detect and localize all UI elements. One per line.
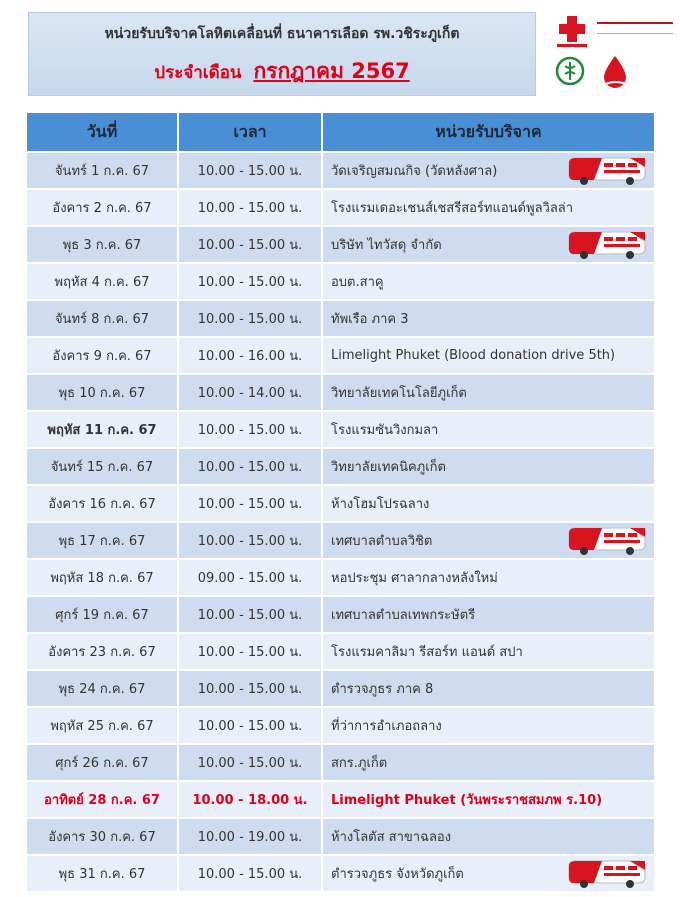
row-unit: หอประชุม ศาลากลางหลังใหม่ — [331, 571, 498, 586]
table-row — [27, 819, 656, 854]
table-row — [27, 597, 656, 632]
table-row — [27, 486, 656, 521]
row-time: 10.00 - 15.00 น. — [179, 856, 321, 891]
row-unit-cell — [323, 782, 654, 817]
row-unit-cell — [323, 523, 654, 558]
row-date: พฤหัส 25 ก.ค. 67 — [27, 708, 177, 743]
row-time: 10.00 - 15.00 น. — [179, 449, 321, 484]
row-unit: วิทยาลัยเทคนิคภูเก็ต — [331, 460, 446, 475]
month-name: กรกฎาคม 2567 — [253, 59, 410, 83]
row-date: อาทิตย์ 28 ก.ค. 67 — [27, 782, 177, 817]
row-unit: ที่ว่าการอำเภอถลาง — [331, 719, 442, 734]
column-header-date: วันที่ — [27, 113, 177, 151]
table-row — [27, 375, 656, 410]
header-banner — [28, 12, 536, 96]
row-time: 10.00 - 15.00 น. — [179, 190, 321, 225]
blood-drop-icon — [600, 54, 630, 90]
mobile-blood-bus-icon — [568, 525, 648, 556]
row-unit: เทศบาลตำบลวิชิต — [331, 534, 433, 549]
row-unit: โรงแรมคาลิมา รีสอร์ท แอนด์ สปา — [331, 645, 523, 660]
month-prefix: ประจำเดือน — [154, 63, 242, 83]
table-row — [27, 671, 656, 706]
mobile-blood-bus-icon — [568, 229, 648, 260]
table-row — [27, 264, 656, 299]
row-date: จันทร์ 15 ก.ค. 67 — [27, 449, 177, 484]
row-date: พฤหัส 4 ก.ค. 67 — [27, 264, 177, 299]
row-date: พุธ 31 ก.ค. 67 — [27, 856, 177, 891]
row-time: 10.00 - 15.00 น. — [179, 745, 321, 780]
row-unit-cell — [323, 375, 654, 410]
row-time: 10.00 - 19.00 น. — [179, 819, 321, 854]
row-time: 10.00 - 15.00 น. — [179, 264, 321, 299]
table-row — [27, 301, 656, 336]
table-row — [27, 856, 656, 891]
red-cross-icon — [555, 14, 589, 48]
row-unit-cell — [323, 449, 654, 484]
row-date: อังคาร 2 ก.ค. 67 — [27, 190, 177, 225]
row-time: 10.00 - 16.00 น. — [179, 338, 321, 373]
row-time: 10.00 - 15.00 น. — [179, 671, 321, 706]
table-row — [27, 190, 656, 225]
row-date: อังคาร 16 ก.ค. 67 — [27, 486, 177, 521]
row-time: 10.00 - 14.00 น. — [179, 375, 321, 410]
row-date: ศุกร์ 26 ก.ค. 67 — [27, 745, 177, 780]
row-time: 10.00 - 15.00 น. — [179, 523, 321, 558]
row-date: อังคาร 23 ก.ค. 67 — [27, 634, 177, 669]
row-unit-cell — [323, 708, 654, 743]
mobile-blood-bus-icon — [568, 155, 648, 186]
table-row — [27, 153, 656, 188]
table-header-row — [27, 113, 656, 151]
donation-schedule-table — [27, 113, 656, 893]
table-row — [27, 227, 656, 262]
row-date: พฤหัส 18 ก.ค. 67 — [27, 560, 177, 595]
table-body — [27, 153, 656, 891]
row-time: 09.00 - 15.00 น. — [179, 560, 321, 595]
row-unit-cell — [323, 264, 654, 299]
mobile-blood-bus-icon — [568, 858, 648, 889]
row-time: 10.00 - 15.00 น. — [179, 634, 321, 669]
table-row — [27, 708, 656, 743]
row-unit-cell — [323, 227, 654, 262]
table-row — [27, 523, 656, 558]
row-unit: Limelight Phuket (วันพระราชสมภพ ร.10) — [331, 793, 603, 808]
row-unit-cell — [323, 301, 654, 336]
month-heading — [29, 55, 535, 88]
row-unit-cell — [323, 338, 654, 373]
row-date: จันทร์ 1 ก.ค. 67 — [27, 153, 177, 188]
row-date: พุธ 24 ก.ค. 67 — [27, 671, 177, 706]
table-row — [27, 745, 656, 780]
row-unit: ตำรวจภูธร จังหวัดภูเก็ต — [331, 867, 464, 882]
row-unit: วัดเจริญสมณกิจ (วัดหลังศาล) — [331, 164, 498, 179]
row-time: 10.00 - 15.00 น. — [179, 153, 321, 188]
logo-group — [545, 12, 675, 96]
row-date: พุธ 10 ก.ค. 67 — [27, 375, 177, 410]
row-time: 10.00 - 18.00 น. — [179, 782, 321, 817]
ministry-of-public-health-icon — [555, 56, 585, 86]
row-unit: วิทยาลัยเทคโนโลยีภูเก็ต — [331, 386, 467, 401]
row-unit: บริษัท ไทวัสดุ จำกัด — [331, 238, 442, 253]
row-unit: ห้างโลตัส สาขาฉลอง — [331, 830, 452, 845]
row-unit-cell — [323, 671, 654, 706]
row-unit: สกร.ภูเก็ต — [331, 756, 388, 771]
row-time: 10.00 - 15.00 น. — [179, 301, 321, 336]
table-row — [27, 449, 656, 484]
row-unit-cell — [323, 597, 654, 632]
row-date: ศุกร์ 19 ก.ค. 67 — [27, 597, 177, 632]
row-date: พฤหัส 11 ก.ค. 67 — [27, 412, 177, 447]
row-unit-cell — [323, 745, 654, 780]
row-time: 10.00 - 15.00 น. — [179, 708, 321, 743]
row-unit: ทัพเรือ ภาค 3 — [331, 312, 409, 327]
table-row — [27, 634, 656, 669]
row-date: พุธ 17 ก.ค. 67 — [27, 523, 177, 558]
row-unit: ห้างโฮมโปรฉลาง — [331, 497, 430, 512]
row-time: 10.00 - 15.00 น. — [179, 412, 321, 447]
row-unit-cell — [323, 634, 654, 669]
row-time: 10.00 - 15.00 น. — [179, 486, 321, 521]
row-time: 10.00 - 15.00 น. — [179, 227, 321, 262]
table-row — [27, 782, 656, 817]
row-time: 10.00 - 15.00 น. — [179, 597, 321, 632]
row-unit: Limelight Phuket (Blood donation drive 5th) — [331, 348, 616, 363]
row-date: จันทร์ 8 ก.ค. 67 — [27, 301, 177, 336]
table-row — [27, 560, 656, 595]
row-unit-cell — [323, 560, 654, 595]
row-unit: โรงแรมซันวิงกมลา — [331, 423, 439, 438]
row-unit-cell — [323, 412, 654, 447]
row-unit-cell — [323, 819, 654, 854]
row-date: อังคาร 30 ก.ค. 67 — [27, 819, 177, 854]
column-header-time: เวลา — [179, 113, 321, 151]
table-row — [27, 412, 656, 447]
table-row — [27, 338, 656, 373]
row-unit: อบต.สาคู — [331, 275, 384, 290]
column-header-unit: หน่วยรับบริจาค — [323, 113, 654, 151]
row-unit: ตำรวจภูธร ภาค 8 — [331, 682, 434, 697]
row-unit-cell — [323, 190, 654, 225]
row-unit-cell — [323, 153, 654, 188]
red-cross-wordmark — [597, 22, 673, 34]
row-unit: โรงแรมเดอะเชนส์เชสรีสอร์ทแอนด์พูลวิลล่า — [331, 201, 574, 216]
row-date: พุธ 3 ก.ค. 67 — [27, 227, 177, 262]
page-title: หน่วยรับบริจาคโลหิตเคลื่อนที่ ธนาคารเลือด รพ.วชิระภูเก็ต — [104, 26, 460, 42]
row-unit-cell — [323, 486, 654, 521]
row-unit-cell — [323, 856, 654, 891]
row-date: อังคาร 9 ก.ค. 67 — [27, 338, 177, 373]
row-unit: เทศบาลตำบลเทพกระษัตรี — [331, 608, 476, 623]
